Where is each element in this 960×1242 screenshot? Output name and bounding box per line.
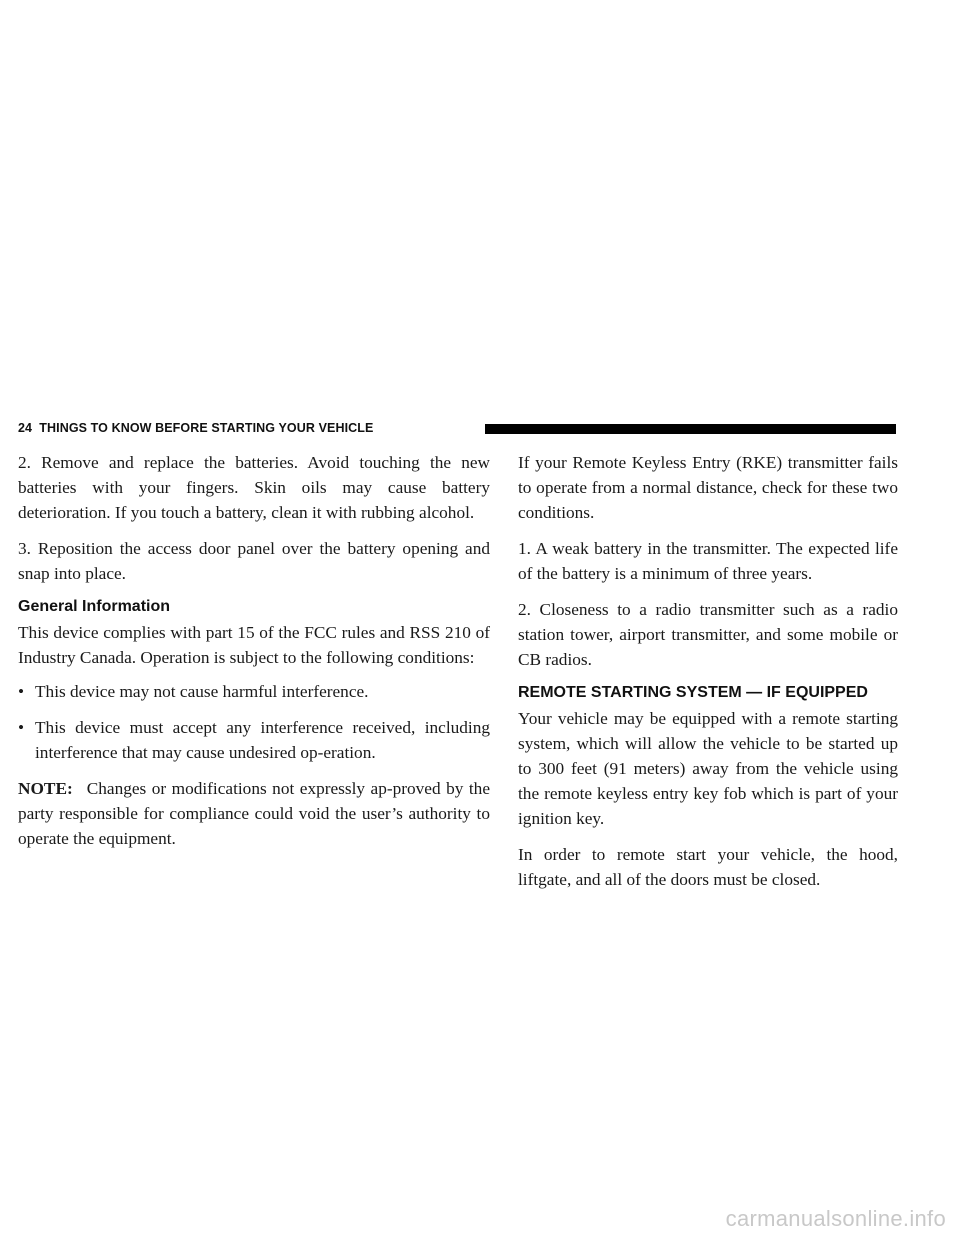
page-header	[18, 418, 896, 440]
list-item	[18, 679, 490, 704]
list-item-text: This device may not cause harmful interference.	[35, 682, 369, 701]
general-intro-paragraph: This device complies with part 15 of the FCC rules and RSS 210 of Industry Canada. Operation is subject to the following conditions:	[18, 623, 490, 667]
list-item	[18, 715, 490, 765]
page-number: 24	[18, 421, 33, 435]
condition-2-paragraph: 2. Closeness to a radio transmitter such as a radio station tower, airport transmitter, and some mobile or CB radios.	[518, 600, 898, 669]
header-bar	[485, 424, 896, 434]
section-title: THINGS TO KNOW BEFORE STARTING YOUR VEHICLE	[39, 421, 374, 435]
bullet-icon: •	[18, 718, 25, 737]
header-text	[18, 421, 373, 435]
note-text: Changes or modifications not expressly ap-proved by the party responsible for compliance could void the user’s authority to operate the equipment.	[18, 779, 490, 848]
general-information-heading: General Information	[18, 598, 171, 615]
step-2-paragraph: 2. Remove and replace the batteries. Avoid touching the new batteries with your fingers. Skin oils may cause battery deterioration. If you touch a battery, clean it with rubbing alcohol.	[18, 453, 490, 522]
note-paragraph	[18, 776, 490, 851]
condition-1-paragraph: 1. A weak battery in the transmitter. The expected life of the battery is a minimum of three years.	[518, 539, 898, 583]
list-item-text: This device must accept any interference received, including interference that may cause undesired op-eration.	[35, 718, 490, 762]
step-3-paragraph: 3. Reposition the access door panel over the battery opening and snap into place.	[18, 539, 490, 583]
remote-starting-heading: REMOTE STARTING SYSTEM — IF EQUIPPED	[518, 684, 868, 701]
conditions-list	[18, 679, 490, 765]
remote-start-paragraph-1: Your vehicle may be equipped with a remote starting system, which will allow the vehicle to be started up to 300 feet (91 meters) away from the vehicle using the remote keyless entry key fob which is part of your ignition key.	[518, 709, 898, 828]
watermark: carmanualsonline.info	[725, 1206, 946, 1231]
remote-start-paragraph-2: In order to remote start your vehicle, the hood, liftgate, and all of the doors must be closed.	[518, 845, 898, 889]
right-column	[518, 450, 898, 903]
left-column	[18, 450, 490, 862]
note-label: NOTE:	[18, 779, 73, 798]
rke-intro-paragraph: If your Remote Keyless Entry (RKE) transmitter fails to operate from a normal distance, check for these two conditions.	[518, 453, 898, 522]
bullet-icon: •	[18, 682, 25, 701]
